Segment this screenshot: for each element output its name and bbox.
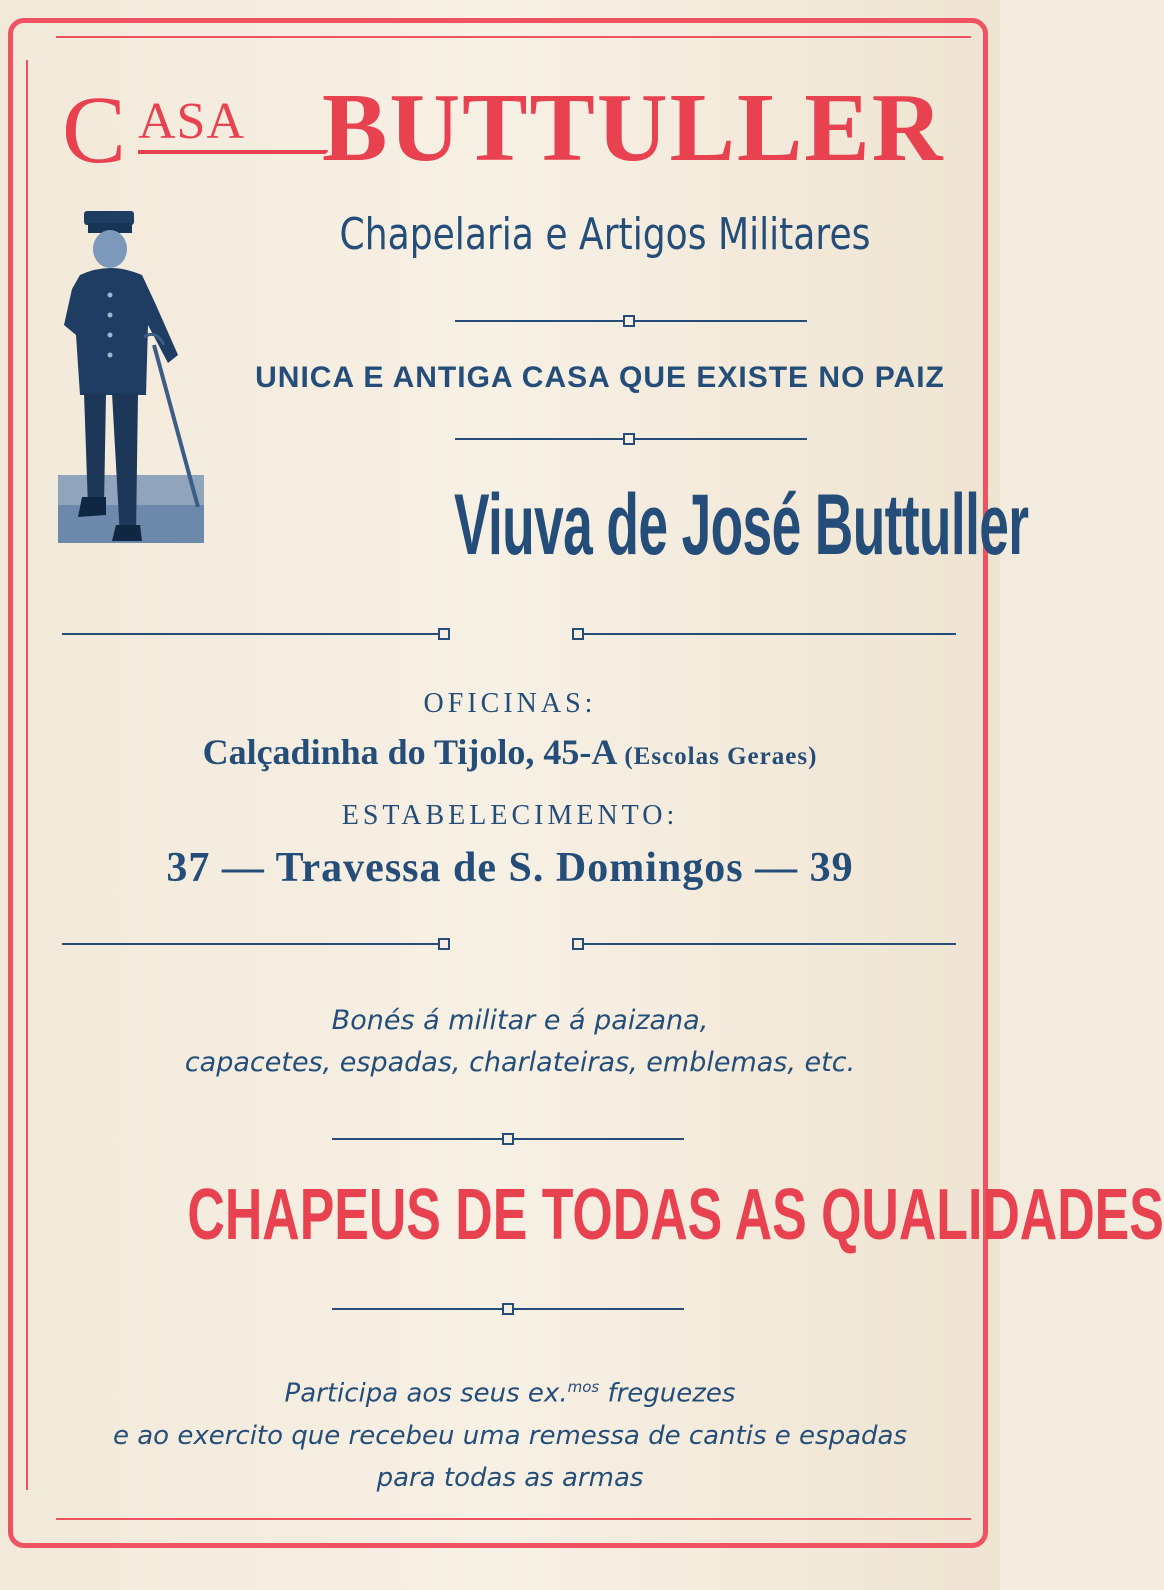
border-line-bottom [56,1518,971,1520]
tagline: UNICA E ANTIGA CASA QUE EXISTE NO PAIZ [255,361,945,394]
border-line-left [26,60,28,1490]
casa-wordmark [62,76,292,183]
divider-1 [455,314,807,328]
casa-rest: ASA [138,93,246,150]
estabelecimento-label: ESTABELECIMENTO: [341,800,679,831]
divider-3-left [62,627,452,641]
casa-underline [138,150,328,154]
soldier-figure-image [58,205,204,545]
oficinas-street: Calçadinha do Tijolo, 45-A [202,732,616,772]
border-line-top [56,36,971,38]
divider-4-left [62,937,452,951]
estabelecimento-address: 37 — Travessa de S. Domingos — 39 [166,845,854,891]
notice-line-1-end: freguezes [599,1378,736,1409]
oficinas-note: (Escolas Geraes) [624,743,818,770]
casa-initial: C [62,76,127,183]
divider-6 [332,1302,684,1316]
notice-line-3: para todas as armas [376,1462,644,1493]
divider-3-right [572,627,957,641]
notice-text [40,1366,980,1499]
products-line-1: Bonés á militar e á paizana, [331,1005,709,1036]
notice-line-1 [40,1366,980,1415]
divider-5 [332,1132,684,1146]
headline: CHAPEUS DE TODAS AS QUALIDADES [187,1175,1164,1255]
notice-line-1-start: Participa aos seus ex. [284,1378,568,1409]
products-line-2: capacetes, espadas, charlateiras, emblemas, etc. [184,1047,856,1078]
divider-2 [455,432,807,446]
oficinas-address [60,728,960,781]
products-text [80,1000,960,1084]
brand-title: BUTTULLER [322,74,945,182]
divider-4-right [572,937,957,951]
notice-superscript: mos [567,1378,600,1396]
owner-name: Viuva de José Buttuller [454,477,1029,573]
oficinas-label: OFICINAS: [423,688,597,719]
notice-line-2: e ao exercito que recebeu uma remessa de cantis e espadas [112,1420,907,1451]
subtitle: Chapelaria e Artigos Militares [339,209,871,260]
